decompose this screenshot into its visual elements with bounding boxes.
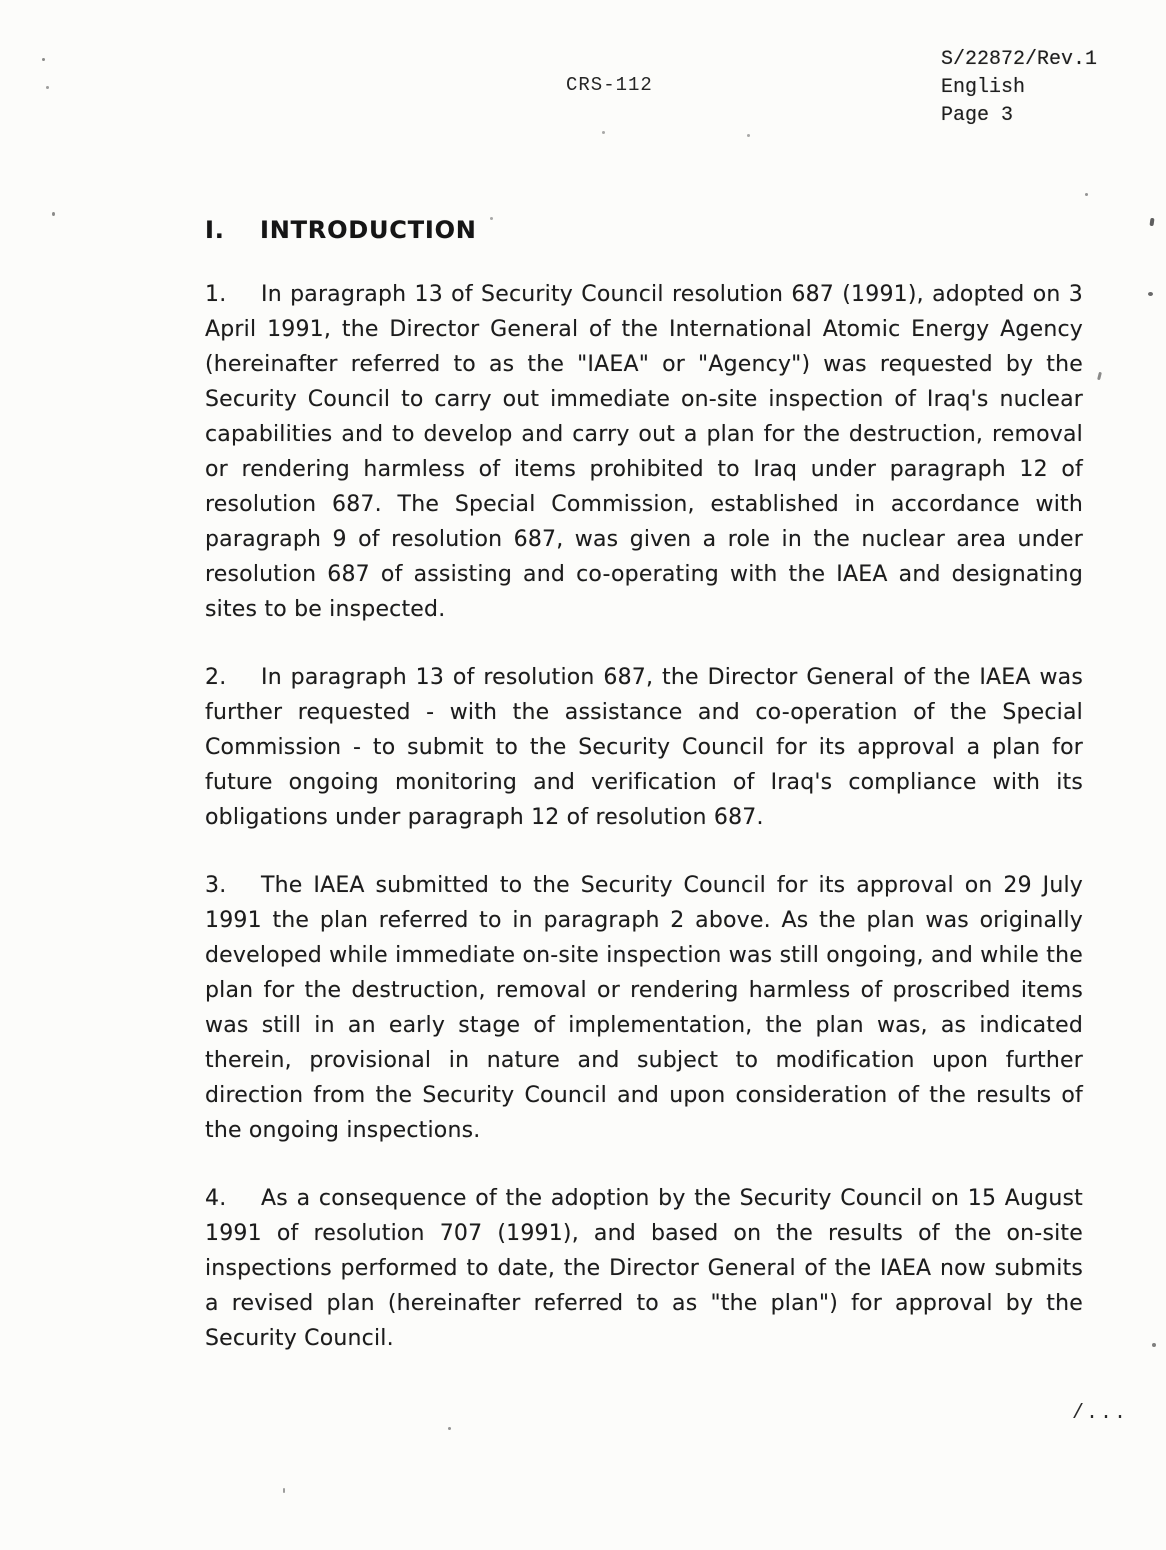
paragraph-1 [205, 277, 1083, 627]
paragraph-4-number: 4. [205, 1186, 227, 1211]
document-page-number: Page 3 [941, 104, 1014, 127]
scan-speck [52, 212, 55, 216]
document-ref-block [941, 46, 1097, 130]
scan-speck [1149, 218, 1154, 226]
scan-speck [283, 1488, 285, 1493]
paragraph-4 [205, 1181, 1083, 1356]
paragraph-4-text: As a consequence of the adoption by the Security Council on 15 August 1991 of resolution 707 (1991), and based on the results of the on-site inspections performed to date, the Director General of the IAEA now submits a revised plan (hereinafter referred to as "the plan") for approval by the Security Council. [205, 1186, 1083, 1351]
scan-speck [1085, 193, 1088, 196]
section-heading-title: INTRODUCTION [260, 216, 477, 244]
continuation-mark: /... [1072, 1402, 1129, 1425]
scan-speck [1148, 292, 1153, 296]
document-symbol: S/22872/Rev.1 [941, 48, 1098, 71]
scan-speck [42, 58, 45, 61]
paragraph-3 [205, 868, 1083, 1148]
paragraph-1-number: 1. [205, 282, 227, 307]
scan-speck [448, 1427, 451, 1430]
section-heading-numeral: I. [205, 216, 225, 244]
section-heading [205, 216, 1083, 244]
paragraph-2-text: In paragraph 13 of resolution 687, the Director General of the IAEA was further requested - with the assistance and co-operation of the Special Commission - to submit to the Security Council for its approval a plan for future ongoing monitoring and verification of Iraq's compliance with its obligations under paragraph 12 of resolution 687. [205, 665, 1083, 830]
paragraph-2-number: 2. [205, 665, 227, 690]
scan-speck [46, 86, 49, 89]
document-body [205, 216, 1083, 1356]
scan-speck [1152, 1343, 1156, 1347]
scan-speck [1097, 372, 1102, 380]
paragraph-3-number: 3. [205, 873, 227, 898]
scan-speck [490, 217, 493, 220]
paragraph-3-text: The IAEA submitted to the Security Council for its approval on 29 July 1991 the plan referred to in paragraph 2 above. As the plan was originally developed while immediate on-site inspection was still ongoing, and while the plan for the destruction, removal or rendering harmless of proscribed items was still in an early stage of implementation, the plan was, as indicated therein, provisional in nature and subject to modification upon further direction from the Security Council and upon consideration of the results of the ongoing inspections. [205, 873, 1083, 1143]
paragraph-2 [205, 660, 1083, 835]
paragraph-1-text: In paragraph 13 of Security Council resolution 687 (1991), adopted on 3 April 1991, the Director General of the International Atomic Energy Agency (hereinafter referred to as the "IAEA" or "Agency") was requested by the Security Council to carry out immediate on-site inspection of Iraq's nuclear capabilities and to develop and carry out a plan for the destruction, removal or rendering harmless of items prohibited to Iraq under paragraph 12 of resolution 687. The Special Commission, established in accordance with paragraph 9 of resolution 687, was given a role in the nuclear area under resolution 687 of assisting and co-operating with the IAEA and designating sites to be inspected. [205, 282, 1083, 622]
document-ref-crs: CRS-112 [566, 74, 653, 96]
document-language: English [941, 76, 1026, 99]
scan-speck [747, 134, 750, 137]
scan-speck [602, 131, 605, 134]
